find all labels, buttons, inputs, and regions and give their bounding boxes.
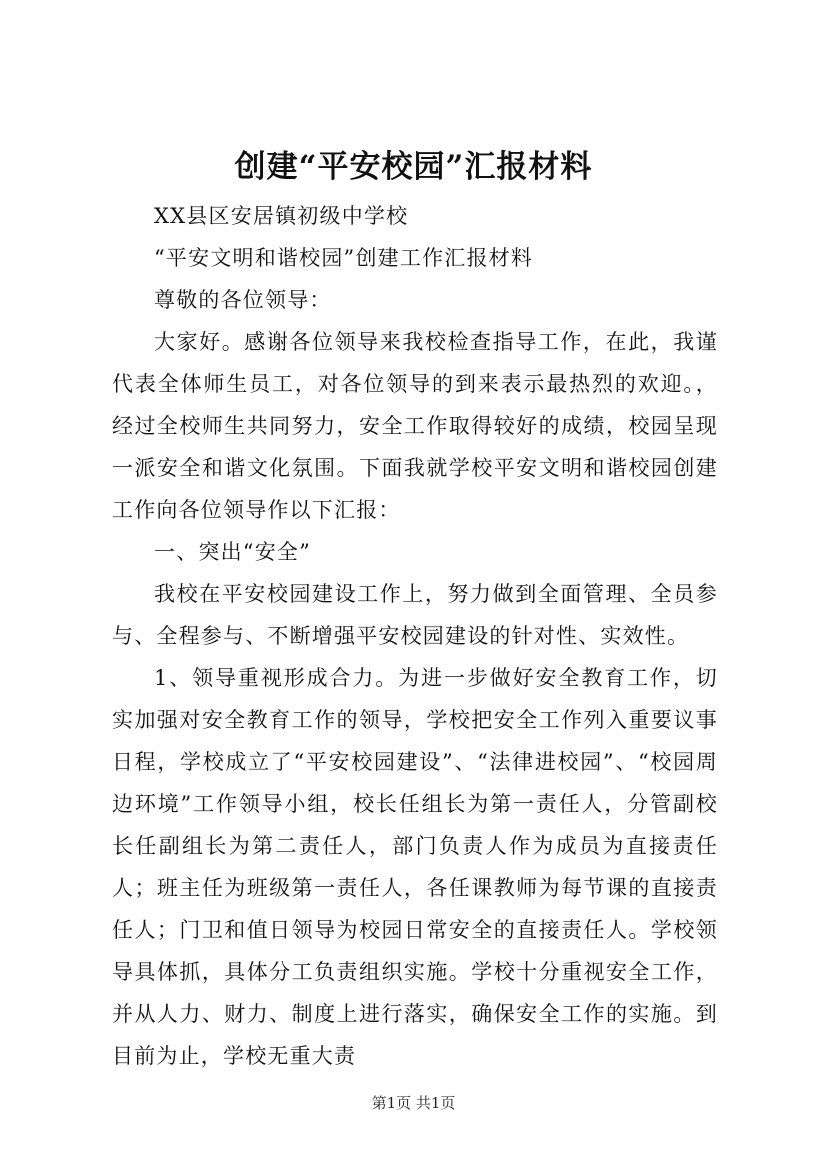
page-footer: 第1页 共1页	[371, 1094, 456, 1112]
section-heading: 一、突出“安全”	[154, 540, 312, 564]
document-body	[112, 195, 718, 1077]
salutation: 尊敬的各位领导：	[154, 288, 332, 312]
school-name: XX县区安居镇初级中学校	[154, 204, 409, 228]
document-title: 创建“平安校园”汇报材料	[234, 149, 593, 185]
body-paragraph: 我校在平安校园建设工作上，努力做到全面管理、全员参与、全程参与、不断增强平安校园建设的针对性、实效性。	[112, 582, 718, 648]
report-subtitle: “平安文明和谐校园”创建工作汇报材料	[154, 246, 534, 270]
body-paragraph: 1、领导重视形成合力。为进一步做好安全教育工作，切实加强对安全教育工作的领导，学校把安全工作列入重要议事日程，学校成立了“平安校园建设”、“法律进校园”、“校园周边环境”工作领导小组，校长任组长为第一责任人，分管副校长任副组长为第二责任人，部门负责人作为成员为直接责任人；班主任为班级第一责任人，各任课教师为每节课的直接责任人；门卫和值日领导为校园日常安全的直接责任人。学校领导具体抓，具体分工负责组织实施。学校十分重视安全工作，并从人力、财力、制度上进行落实，确保安全工作的实施。到目前为止，学校无重大责	[112, 666, 718, 1068]
body-paragraph: 大家好。感谢各位领导来我校检查指导工作，在此，我谨代表全体师生员工，对各位领导的到来表示最热烈的欢迎。，经过全校师生共同努力，安全工作取得较好的成绩，校园呈现一派安全和谐文化氛围。下面我就学校平安文明和谐校园创建工作向各位领导作以下汇报：	[112, 330, 718, 522]
